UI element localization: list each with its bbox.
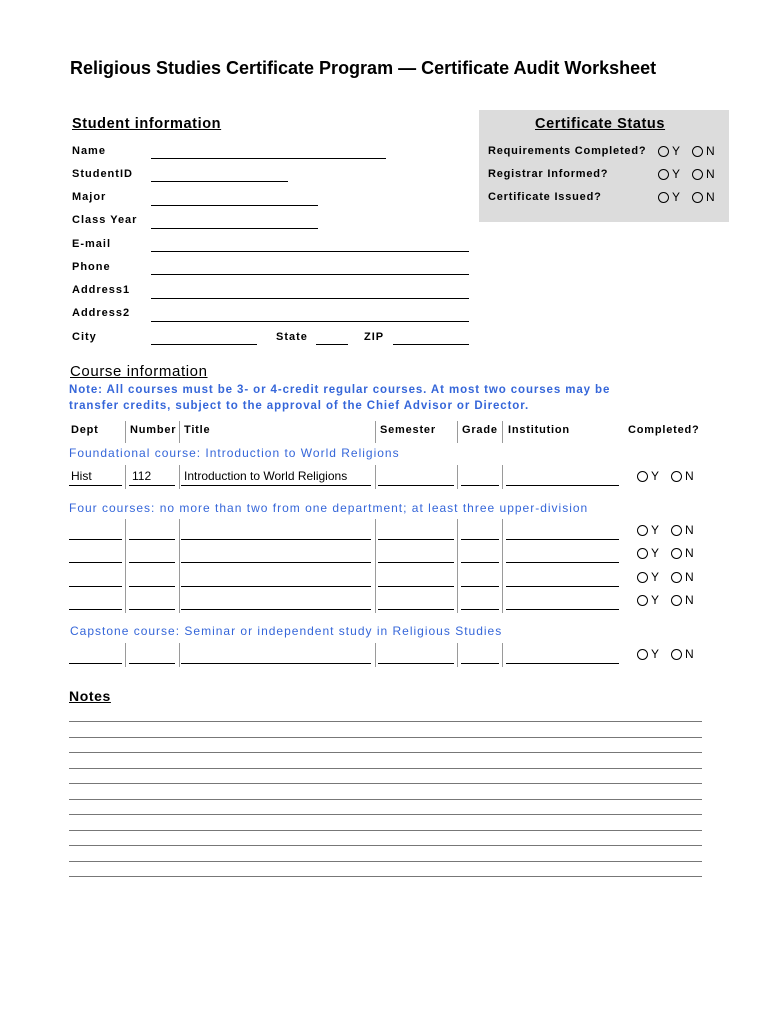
col-separator [502,519,503,543]
notes-line[interactable] [69,721,702,722]
notes-line[interactable] [69,752,702,753]
course-semester-field[interactable] [378,562,454,563]
col-separator [179,566,180,590]
class-year-label: Class Year [72,214,138,226]
email-field[interactable] [151,251,469,252]
col-separator [125,519,126,543]
registrar-no-radio[interactable] [692,169,703,180]
certificate-issued-radios: Y N [658,190,715,204]
no-label: N [685,546,694,560]
course-number-field[interactable] [129,539,175,540]
course-completed-radios [637,523,694,537]
email-label: E-mail [72,238,112,250]
capstone-heading: Capstone course: Seminar or independent study in Religious Studies [70,624,503,638]
col-separator [125,566,126,590]
col-institution: Institution [508,424,570,436]
registrar-informed-label: Registrar Informed? [488,168,609,180]
no-label: N [685,593,694,607]
course-grade-field[interactable] [461,562,499,563]
address1-field[interactable] [151,298,469,299]
no-label: N [685,523,694,537]
course-title-field[interactable] [181,663,371,664]
issued-no-radio[interactable] [692,192,703,203]
course-completed-radios [637,593,694,607]
course-title-field[interactable] [181,562,371,563]
course-dept-field[interactable] [69,663,122,664]
col-title: Title [184,424,211,436]
certificate-status-heading: Certificate Status [535,116,666,132]
city-label: City [72,331,97,343]
course-yes-radio[interactable] [637,548,648,559]
course-completed-radios [637,469,694,483]
yes-label: Y [651,593,660,607]
col-separator [457,566,458,590]
city-field[interactable] [151,344,257,345]
registrar-informed-radios: Y N [658,167,715,181]
col-separator [375,519,376,543]
notes-line[interactable] [69,861,702,862]
col-separator [375,589,376,613]
course-grade-field[interactable] [461,539,499,540]
course-no-radio[interactable] [671,548,682,559]
course-semester-field[interactable] [378,485,454,486]
course-number-field[interactable] [129,609,175,610]
col-separator [375,566,376,590]
course-yes-radio[interactable] [637,595,648,606]
yes-label: Y [651,647,660,661]
course-no-radio[interactable] [671,649,682,660]
col-separator [457,643,458,667]
course-dept-field[interactable] [69,485,122,486]
course-title-field[interactable] [181,609,371,610]
course-institution-field[interactable] [506,609,619,610]
major-label: Major [72,191,107,203]
student-info-heading: Student information [72,116,222,132]
state-field[interactable] [316,344,348,345]
name-field[interactable] [151,158,386,159]
course-number-field[interactable] [129,562,175,563]
col-separator [502,421,503,443]
course-completed-radios [637,570,694,584]
course-title-field[interactable] [181,485,371,486]
course-note-line2: transfer credits, subject to the approval of the Chief Advisor or Director. [69,400,530,412]
course-completed-radios [637,546,694,560]
zip-field[interactable] [393,344,469,345]
course-title-field[interactable] [181,586,371,587]
no-label: N [685,469,694,483]
requirements-no-radio[interactable] [692,146,703,157]
course-yes-radio[interactable] [637,471,648,482]
col-separator [125,589,126,613]
zip-label: ZIP [364,331,385,343]
foundational-number[interactable]: 112 [132,469,152,483]
address2-label: Address2 [72,307,131,319]
col-dept: Dept [71,424,99,436]
requirements-yes-radio[interactable] [658,146,669,157]
course-dept-field[interactable] [69,586,122,587]
col-separator [375,643,376,667]
notes-line[interactable] [69,814,702,815]
course-note-line1: Note: All courses must be 3- or 4-credit regular courses. At most two courses may be [69,384,611,396]
course-number-field[interactable] [129,485,175,486]
col-separator [125,643,126,667]
course-dept-field[interactable] [69,609,122,610]
notes-line[interactable] [69,799,702,800]
col-separator [125,421,126,443]
course-number-field[interactable] [129,586,175,587]
course-institution-field[interactable] [506,485,619,486]
course-dept-field[interactable] [69,562,122,563]
course-number-field[interactable] [129,663,175,664]
yes-label: Y [651,570,660,584]
student-id-field[interactable] [151,181,288,182]
col-separator [179,589,180,613]
requirements-completed-label: Requirements Completed? [488,145,647,157]
course-info-heading: Course information [70,363,208,380]
name-label: Name [72,145,106,157]
yes-label: Y [651,469,660,483]
col-separator [179,465,180,489]
state-label: State [276,331,308,343]
course-grade-field[interactable] [461,663,499,664]
course-yes-radio[interactable] [637,572,648,583]
course-institution-field[interactable] [506,539,619,540]
col-separator [457,589,458,613]
course-no-radio[interactable] [671,525,682,536]
certificate-issued-label: Certificate Issued? [488,191,602,203]
course-grade-field[interactable] [461,485,499,486]
course-institution-field[interactable] [506,663,619,664]
course-yes-radio[interactable] [637,649,648,660]
issued-yes-radio[interactable] [658,192,669,203]
course-grade-field[interactable] [461,609,499,610]
major-field[interactable] [151,205,318,206]
address2-field[interactable] [151,321,469,322]
notes-line[interactable] [69,783,702,784]
yes-label: Y [651,523,660,537]
four-courses-heading: Four courses: no more than two from one department; at least three upper-division [69,501,589,515]
col-semester: Semester [380,424,436,436]
foundational-heading: Foundational course: Introduction to World Religions [69,446,400,460]
col-separator [375,421,376,443]
registrar-yes-radio[interactable] [658,169,669,180]
notes-line[interactable] [69,876,702,877]
foundational-dept[interactable]: Hist [71,469,92,483]
address1-label: Address1 [72,284,131,296]
col-separator [457,421,458,443]
notes-line[interactable] [69,737,702,738]
student-id-label: StudentID [72,168,133,180]
course-no-radio[interactable] [671,572,682,583]
col-separator [375,542,376,566]
no-label: N [685,647,694,661]
col-separator [502,589,503,613]
course-yes-radio[interactable] [637,525,648,536]
notes-line[interactable] [69,830,702,831]
col-separator [457,542,458,566]
course-institution-field[interactable] [506,562,619,563]
course-institution-field[interactable] [506,586,619,587]
course-grade-field[interactable] [461,586,499,587]
foundational-title[interactable]: Introduction to World Religions [184,469,348,483]
course-completed-radios [637,647,694,661]
col-separator [125,542,126,566]
course-title-field[interactable] [181,539,371,540]
col-separator [375,465,376,489]
col-separator [179,542,180,566]
course-semester-field[interactable] [378,609,454,610]
notes-line[interactable] [69,845,702,846]
col-separator [502,465,503,489]
col-separator [457,465,458,489]
col-separator [502,566,503,590]
col-separator [179,643,180,667]
yes-label: Y [651,546,660,560]
course-no-radio[interactable] [671,471,682,482]
col-separator [457,519,458,543]
class-year-field[interactable] [151,228,318,229]
no-label: N [685,570,694,584]
col-separator [179,519,180,543]
phone-field[interactable] [151,274,469,275]
page-title: Religious Studies Certificate Program — Certificate Audit Worksheet [70,58,657,78]
course-dept-field[interactable] [69,539,122,540]
col-number: Number [130,424,177,436]
col-grade: Grade [462,424,498,436]
col-separator [502,643,503,667]
col-separator [502,542,503,566]
requirements-completed-radios: Y N [658,144,715,158]
phone-label: Phone [72,261,111,273]
col-separator [125,465,126,489]
notes-heading: Notes [69,688,111,704]
course-no-radio[interactable] [671,595,682,606]
course-semester-field[interactable] [378,586,454,587]
notes-line[interactable] [69,768,702,769]
col-completed: Completed? [628,424,700,436]
course-semester-field[interactable] [378,539,454,540]
course-semester-field[interactable] [378,663,454,664]
col-separator [179,421,180,443]
